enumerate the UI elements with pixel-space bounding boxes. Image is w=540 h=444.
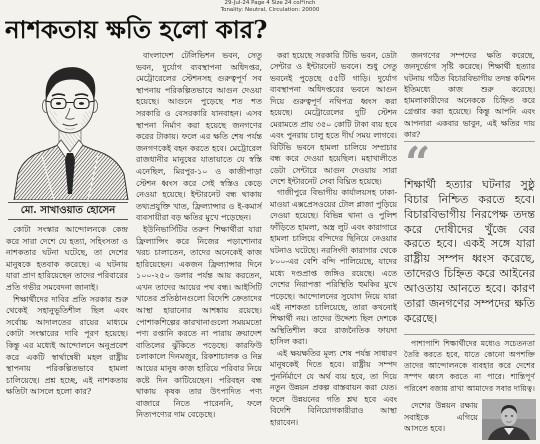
author-photo	[482, 399, 536, 440]
article-column-3	[270, 50, 397, 438]
author-sketch-icon	[12, 52, 130, 200]
clipping-meta	[0, 0, 540, 13]
quote-mark-icon: “	[405, 138, 431, 189]
author-photo-icon	[482, 399, 536, 440]
article-column-1	[6, 224, 128, 438]
pull-quote	[404, 178, 535, 332]
paragraph: পাশাপাশি শিক্ষার্থীদের মধ্যেও সচেতনতা তৈরি করতে হবে, যাতে কোনো অপশক্তি তাদের আন্দোলনকে ব্যবহার করে দেশের সম্পদ ধ্বংস করতে না পারে। শান্তিপূর্ণ পরিবেশ বজায় রাখা আমাদের সবার দায়িত্ব।	[404, 339, 535, 393]
article-column-4-bottom	[404, 338, 535, 398]
article-column-4-top	[404, 50, 535, 140]
paragraph: ইউনিভার্সিটির তরুণ শিক্ষার্থীরা যারা ফ্রিল্যান্সিং করে নিজের পড়াশোনার খরচ চালাতেন, তাদের অনেকেই কাজ হারিয়েছেন। একজন ফ্রিল্যান্সার দিনে ১০০-২৫০ ডলার পর্যন্ত আয় করতেন, এখন তাদের আয়ের পথ বন্ধ। আইসিটি খাতের প্রতিষ্ঠানগুলো বিদেশি ক্রেতাদের আস্থা হারানোর আশঙ্কায় রয়েছে। পোশাকশিল্পের কারখানাগুলো সময়মতো পণ্য রপ্তানি করতে না পারায় ক্রয়াদেশ বাতিলের ঝুঁকিতে পড়েছে। কারফিউ চলাকালে দিনমজুর, রিকশাচালক ও নিম্ন আয়ের মানুষ কাজ হারিয়ে পরিবার নিয়ে কষ্টে দিন কাটিয়েছেন। পরিবহন বন্ধ থাকায় কৃষক তার উৎপাদিত পণ্য বাজারে নিতে পারেননি, ফলে নিত্যপণ্যের দাম বেড়েছে।	[136, 224, 262, 420]
paragraph: বাংলাদেশ টেলিভিশন ভবন, সেতু ভবন, দুর্যোগ ব্যবস্থাপনা অধিদপ্তর, মেট্রোরেলের স্টেশনসহ গুরুত্বপূর্ণ সব স্থাপনায় পরিকল্পিতভাবে আগুন দেওয়া হয়েছে। আগুনে পুড়েছে শত শত সরকারি ও বেসরকারি যানবাহন। এসব স্থাপনা নির্মাণ করা হয়েছে জনগণের করের টাকায়। ফলে এর ক্ষতি শেষ পর্যন্ত জনগণকেই বহন করতে হবে। মেট্রোরেল রাজধানীর মানুষের যাতায়াতে যে স্বস্তি এনেছিল, মিরপুর-১০ ও কাজীপাড়া স্টেশন ধ্বংস করে সেই স্বস্তিও কেড়ে নেওয়া হয়েছে। ইন্টারনেট বন্ধ থাকায় তথ্যপ্রযুক্তি খাত, ফ্রিল্যান্সার ও ই-কমার্স ব্যবসায়ীরা বড় ক্ষতির মুখে পড়েছেন।	[136, 51, 262, 223]
clipping-meta-line2: Tonality: Neutral, Circulation: 20000	[220, 6, 320, 13]
paragraph: কোটা সংস্কার আন্দোলনকে কেন্দ্র করে সারা দেশে যে হত্যা, সহিংসতা ও নাশকতার ঘটনা ঘটেছে, তা দেশের মানুষকে হতবাক করেছে। এ ঘটনায় যারা প্রাণ হারিয়েছেন তাদের পরিবারের প্রতি গভীর সমবেদনা জানাই।	[6, 225, 128, 292]
paragraph: শিক্ষার্থীদের দাবির প্রতি সরকার শুরু থেকেই সহানুভূতিশীল ছিল এবং সর্বোচ্চ আদালতের রায়ের মাধ্যমে কোটা সংস্কারের দাবি পূরণ হয়েছে। কিন্তু এর মধ্যেই আন্দোলনে অনুপ্রবেশ করে একটি স্বার্থান্বেষী মহল রাষ্ট্রীয় স্থাপনায় পরিকল্পিতভাবে হামলা চালিয়েছে। প্রশ্ন হচ্ছে, এই নাশকতায় ক্ষতিটা আসলে হলো কার?	[6, 294, 128, 397]
paragraph: গাজীপুরে বিভাগীয় কার্যালয়সহ ঢাকা-মাওয়া এক্সপ্রেসওয়ের টোল প্লাজা পুড়িয়ে দেওয়া হয়েছে। বিভিন্ন থানা ও পুলিশ ফাঁড়িতে হামলা, অস্ত্র লুট এবং কারাগারে হামলা চালিয়ে বন্দিদের ছিনিয়ে নেওয়ার ঘটনাও ঘটেছে। নরসিংদী কারাগার থেকে ৮০০-এর বেশি বন্দি পালিয়েছে, যাদের মধ্যে দণ্ডপ্রাপ্ত জঙ্গিও রয়েছে। এতে দেশের নিরাপত্তা পরিস্থিতি হুমকির মুখে পড়েছে। আন্দোলনের সুযোগ নিয়ে যারা এই নাশকতা চালিয়েছে, তারা কখনোই শিক্ষার্থী নয়। তাদের উদ্দেশ্য ছিল দেশকে অস্থিতিশীল করে রাজনৈতিক ফায়দা হাসিল করা।	[270, 188, 397, 347]
paragraph: দেশের উন্নয়ন রক্ষায় সবাইকে এগিয়ে আসতে হবে।	[404, 401, 478, 434]
pull-quote-text: শিক্ষার্থী হত্যার ঘটনার সুষ্ঠু বিচার নিশ্চিত করতে হবে। বিচারবিভাগীয় নিরপেক্ষ তদন্ত করে দোষীদের খুঁজে বের করতে হবে। একই সঙ্গে যারা রাষ্ট্রীয় সম্পদ ধ্বংস করেছে, তাদেরও চিহ্নিত করে আইনের আওতায় আনতে হবে। কারণ তারা জনগণের সম্পদের ক্ষতি করেছে।	[404, 178, 535, 325]
article-byline: মো. সাখাওয়াত হোসেন	[8, 202, 128, 220]
author-sketch	[12, 52, 130, 200]
paragraph: জনগণের সম্পদের ক্ষতি করেছে, জনদুর্ভোগ সৃষ্টি করেছে। শিক্ষার্থী হত্যার ঘটনায় গঠিত বিচারবিভাগীয় তদন্ত কমিশন ইতিমধ্যে কাজ শুরু করেছে। হামলাকারীদের অনেককে চিহ্নিত করে গ্রেপ্তার করা হয়েছে। কিন্তু আপনি এবং আপনারা একবার ভাবুন, এই ক্ষতির দায় কার?	[404, 51, 535, 140]
paragraph: এই ক্ষয়ক্ষতির মূল্য শেষ পর্যন্ত সাধারণ মানুষকেই দিতে হবে। রাষ্ট্রীয় সম্পদ পুনর্নির্মাণে যে অর্থ ব্যয় হবে, তা দিয়ে নতুন উন্নয়ন প্রকল্প বাস্তবায়ন করা যেত। ফলে উন্নয়নের গতি শ্লথ হবে এবং বিদেশি বিনিয়োগকারীরাও আস্থা হারাবেন।	[270, 348, 397, 427]
paragraph: করা হয়েছে সরকারি টিভি ভবন, ডেটা সেন্টার ও ইন্টারনেট ভবনে। শুধু সেতু ভবনেই পুড়েছে ৫৫টি গাড়ি। দুর্যোগ ব্যবস্থাপনা অধিদপ্তরের ভবনে আগুন দিয়ে গুরুত্বপূর্ণ নথিপত্র ধ্বংস করা হয়েছে। মেট্রোরেলের দুটি স্টেশন মেরামতে প্রায় ৩৫০ কোটি টাকা ব্যয় হবে এবং পুনরায় চালু হতে দীর্ঘ সময় লাগবে। বিটিভি ভবনে হামলা চালিয়ে সম্প্রচার বন্ধ করে দেওয়া হয়েছিল। মহাখালীতে ডেটা সেন্টারে আগুন দেওয়ায় সারা দেশে ইন্টারনেট সেবা বিঘ্নিত হয়েছে।	[270, 51, 397, 186]
pull-quote-bottom-rule	[404, 334, 535, 335]
article-column-2	[136, 50, 262, 438]
article-column-4-tail	[404, 400, 478, 438]
article-headline: নাশকতায় ক্ষতি হলো কার?	[5, 15, 267, 44]
clipping-meta-line1: 29-Jul-24 Page 4 Size 24 col*inch	[224, 0, 316, 6]
